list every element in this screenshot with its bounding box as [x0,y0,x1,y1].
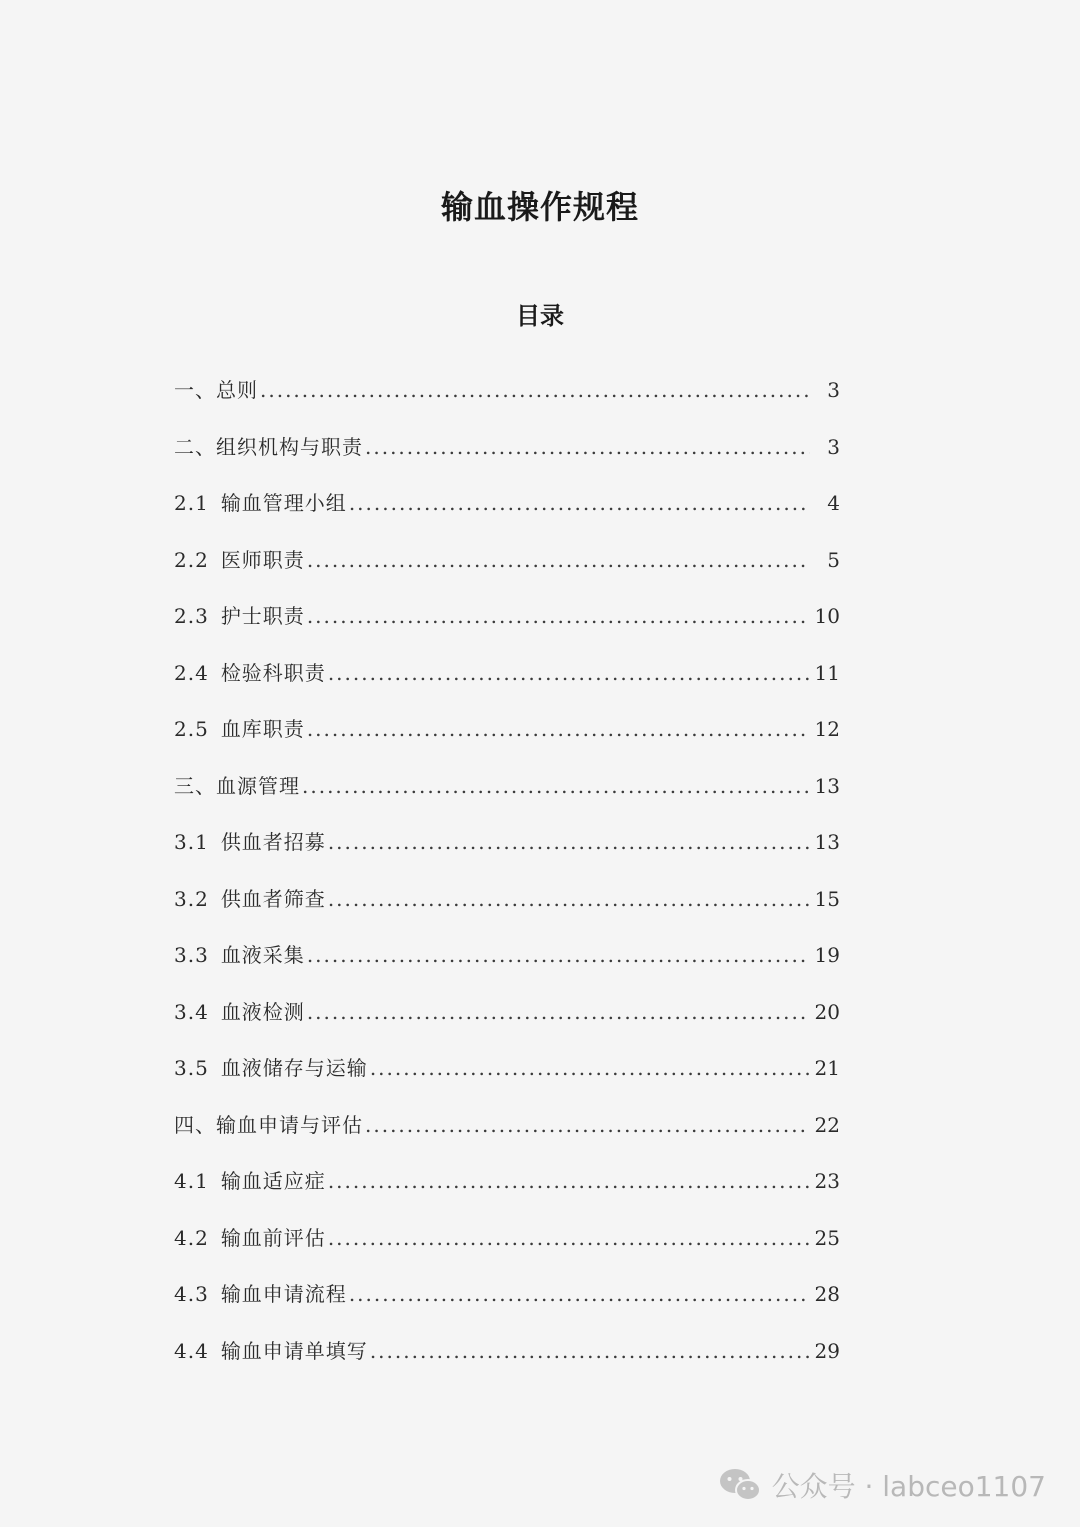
toc-entry[interactable] [174,814,840,871]
toc-entry[interactable] [174,645,840,702]
toc-entry-page: 23 [814,1169,840,1193]
toc-entry[interactable] [174,984,840,1041]
watermark [718,1465,1046,1505]
toc-entry-page: 5 [827,547,840,572]
toc-entry-label: 输血申请单填写 [220,1338,368,1363]
toc-leader-dots [307,588,809,645]
toc-entry-number: 2.3 [174,604,209,628]
toc-entry-label: 一、总则 [174,378,258,402]
toc-entry[interactable] [174,927,840,984]
toc-entry-number: 3.5 [174,1056,209,1080]
toc-entry-label: 供血者筛查 [220,886,326,911]
wechat-icon [718,1467,762,1503]
toc-entry-number: 3.2 [174,886,209,911]
toc-entry-number: 4.3 [174,1282,209,1306]
toc-entry-page: 3 [827,434,840,459]
toc-leader-dots [328,814,809,871]
toc-entry[interactable] [174,588,840,645]
toc-entry-label: 输血申请流程 [220,1282,347,1306]
toc-leader-dots [307,701,809,758]
toc-entry-page: 15 [814,886,840,911]
toc-entry[interactable] [174,871,840,928]
toc-entry-label: 检验科职责 [220,660,326,685]
toc-entry-page: 4 [827,491,840,515]
toc-leader-dots [370,1040,809,1097]
toc-entry[interactable] [174,1323,840,1380]
toc-entry-page: 25 [814,1225,840,1250]
toc-leader-dots [328,871,809,928]
toc-leader-dots [328,1153,809,1210]
toc-entry-number: 2.4 [174,660,209,685]
toc-entry-label: 血液采集 [220,943,305,967]
toc-entry-page: 12 [814,717,840,741]
watermark-text: 公众号 · labceo1107 [771,1470,1046,1503]
toc-entry-page: 28 [814,1282,840,1306]
toc-entry[interactable] [174,701,840,758]
toc-entry-page: 19 [814,943,840,967]
toc-entry-page: 29 [814,1338,840,1363]
toc-entry-page: 3 [827,378,840,402]
toc-entry-page: 22 [814,1112,840,1137]
toc-entry-label: 输血适应症 [220,1169,326,1193]
toc-leader-dots [365,1097,809,1154]
toc-entry-number: 4.1 [174,1169,209,1193]
toc-entry-page: 21 [814,1056,840,1080]
toc-leader-dots [260,362,810,419]
toc-entry-label: 二、组织机构与职责 [174,434,363,459]
toc-entry-number: 4.2 [174,1225,209,1250]
toc-entry-number: 2.5 [174,717,209,741]
toc-entry-label: 三、血源管理 [174,773,300,798]
toc-entry-page: 11 [814,660,840,685]
toc-leader-dots [370,1323,809,1380]
toc-entry[interactable] [174,419,840,476]
toc-entry-number: 3.1 [174,830,209,854]
toc-entry-label: 输血前评估 [220,1225,326,1250]
document-title: 输血操作规程 [440,188,639,226]
toc-heading: 目录 [516,302,564,330]
toc-entry[interactable] [174,1040,840,1097]
toc-leader-dots [307,532,810,589]
toc-entry-label: 血液储存与运输 [220,1056,368,1080]
toc-entry[interactable] [174,362,840,419]
toc-entry-number: 3.3 [174,943,209,967]
table-of-contents [174,362,840,1379]
toc-entry-page: 13 [814,773,840,798]
toc-entry-page: 10 [814,604,840,628]
toc-leader-dots [349,475,810,532]
toc-entry[interactable] [174,1266,840,1323]
toc-entry[interactable] [174,1153,840,1210]
toc-leader-dots [328,1210,809,1267]
toc-entry-label: 供血者招募 [220,830,326,854]
toc-leader-dots [307,927,809,984]
toc-entry[interactable] [174,475,840,532]
toc-entry-number: 2.2 [174,547,209,572]
toc-leader-dots [349,1266,809,1323]
toc-entry[interactable] [174,1210,840,1267]
toc-entry-number: 3.4 [174,999,209,1024]
toc-entry[interactable] [174,532,840,589]
toc-entry[interactable] [174,1097,840,1154]
toc-entry-label: 医师职责 [220,547,305,572]
toc-entry[interactable] [174,758,840,815]
toc-leader-dots [307,984,809,1041]
toc-entry-page: 13 [814,830,840,854]
toc-entry-label: 输血管理小组 [220,491,347,515]
toc-entry-label: 血液检测 [220,999,305,1024]
toc-entry-label: 护士职责 [220,604,305,628]
toc-entry-label: 四、输血申请与评估 [174,1112,363,1137]
toc-leader-dots [302,758,809,815]
toc-entry-label: 血库职责 [220,717,305,741]
toc-leader-dots [328,645,809,702]
toc-entry-page: 20 [814,999,840,1024]
toc-entry-number: 2.1 [174,491,209,515]
toc-leader-dots [365,419,810,476]
toc-entry-number: 4.4 [174,1338,209,1363]
